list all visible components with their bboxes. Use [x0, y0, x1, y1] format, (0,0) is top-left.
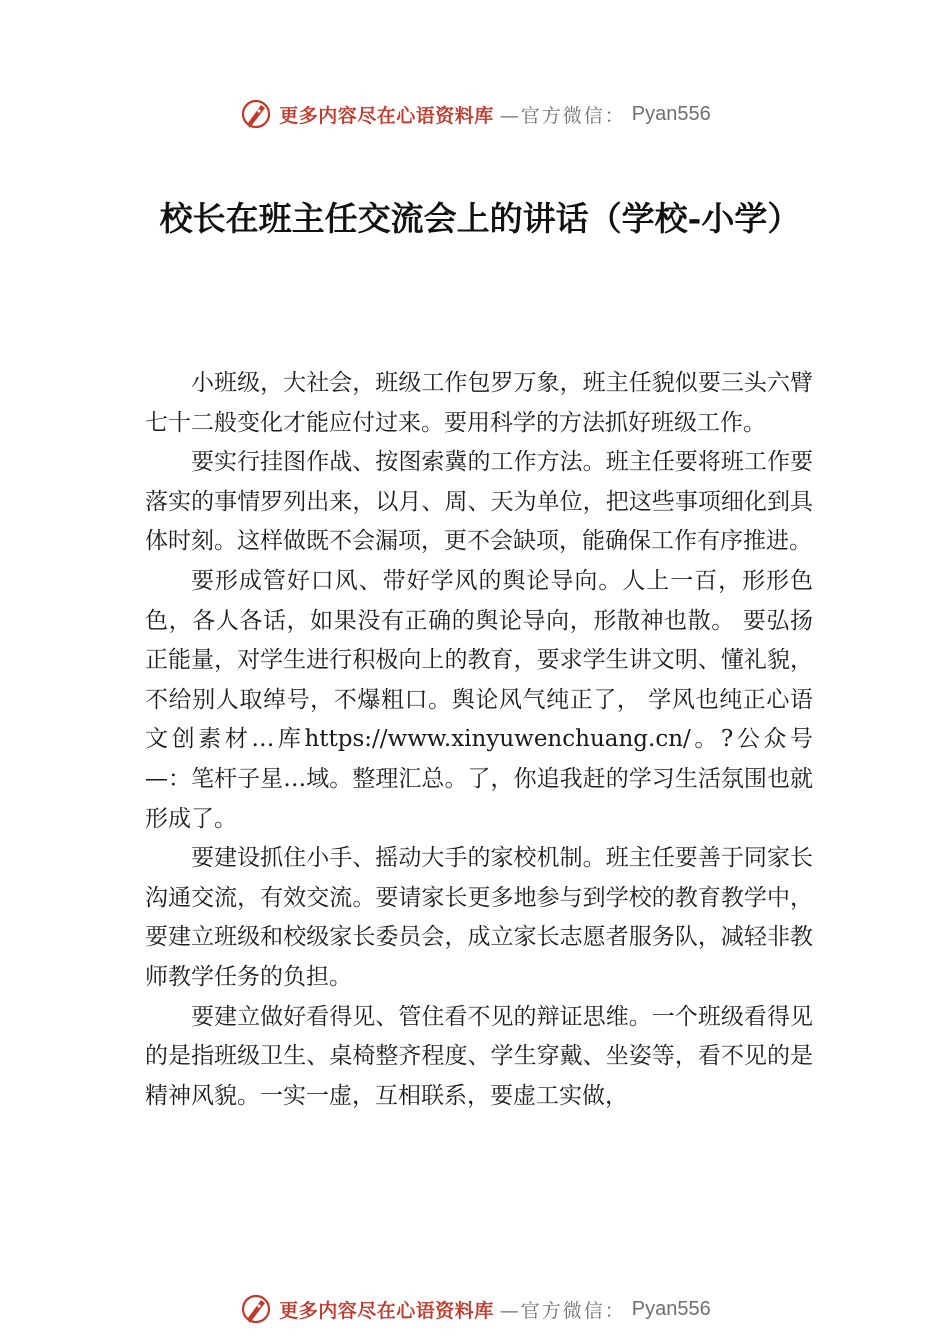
paragraph: 要形成管好口风、带好学风的舆论导向。人上一百，形形色色，各人各话，如果没有正确的舆论导向，形散神也散。 要弘扬正能量，对学生进行积极向上的教育，要求学生讲文明、懂礼貌，不给别人取绰号，不爆粗口。舆论风气纯正了， 学风也纯正心语文创素材…库https://www.xinyuwenchuang.cn/。?公众号—：笔杆子星…域。整理汇总。了，你追我赶的学习生活氛围也就形成了。 — [145, 567, 813, 832]
document-title: 校长在班主任交流会上的讲话（学校-小学） — [159, 199, 801, 238]
header-banner — [0, 92, 950, 136]
banner-brand-text: 更多内容尽在心语资料库 — [279, 104, 494, 127]
document-body — [145, 364, 813, 1116]
banner-brand-text: 更多内容尽在心语资料库 — [279, 1299, 494, 1322]
banner-separator-text: —官方微信： — [499, 1299, 626, 1322]
paragraph: 要建立做好看得见、管住看不见的辩证思维。一个班级看得见的是指班级卫生、桌椅整齐程度、学生穿戴、坐姿等，看不见的是精神风貌。一实一虚，互相联系，要虚工实做， — [145, 1003, 813, 1109]
paragraph: 要实行挂图作战、按图索冀的工作方法。班主任要将班工作要落实的事情罗列出来，以月、周、天为单位，把这些事项细化到具体时刻。这样做既不会漏项，更不会缺项，能确保工作有序推进。 — [145, 449, 813, 555]
footer-banner — [0, 1287, 950, 1331]
banner-wechat-id: Pyan556 — [631, 1297, 711, 1320]
paragraph: 小班级，大社会，班级工作包罗万象，班主任貌似要三头六臂七十二般变化才能应付过来。要用科学的方法抓好班级工作。 — [145, 370, 813, 436]
banner-separator-text: —官方微信： — [499, 104, 626, 127]
quill-nib-logo-icon — [239, 1292, 273, 1326]
quill-nib-logo-icon — [239, 97, 273, 131]
banner-wechat-id: Pyan556 — [631, 102, 711, 125]
paragraph: 要建设抓住小手、摇动大手的家校机制。班主任要善于同家长沟通交流，有效交流。要请家长更多地参与到学校的教育教学中，要建立班级和校级家长委员会，成立家长志愿者服务队，减轻非教师教学任务的负担。 — [145, 845, 813, 990]
